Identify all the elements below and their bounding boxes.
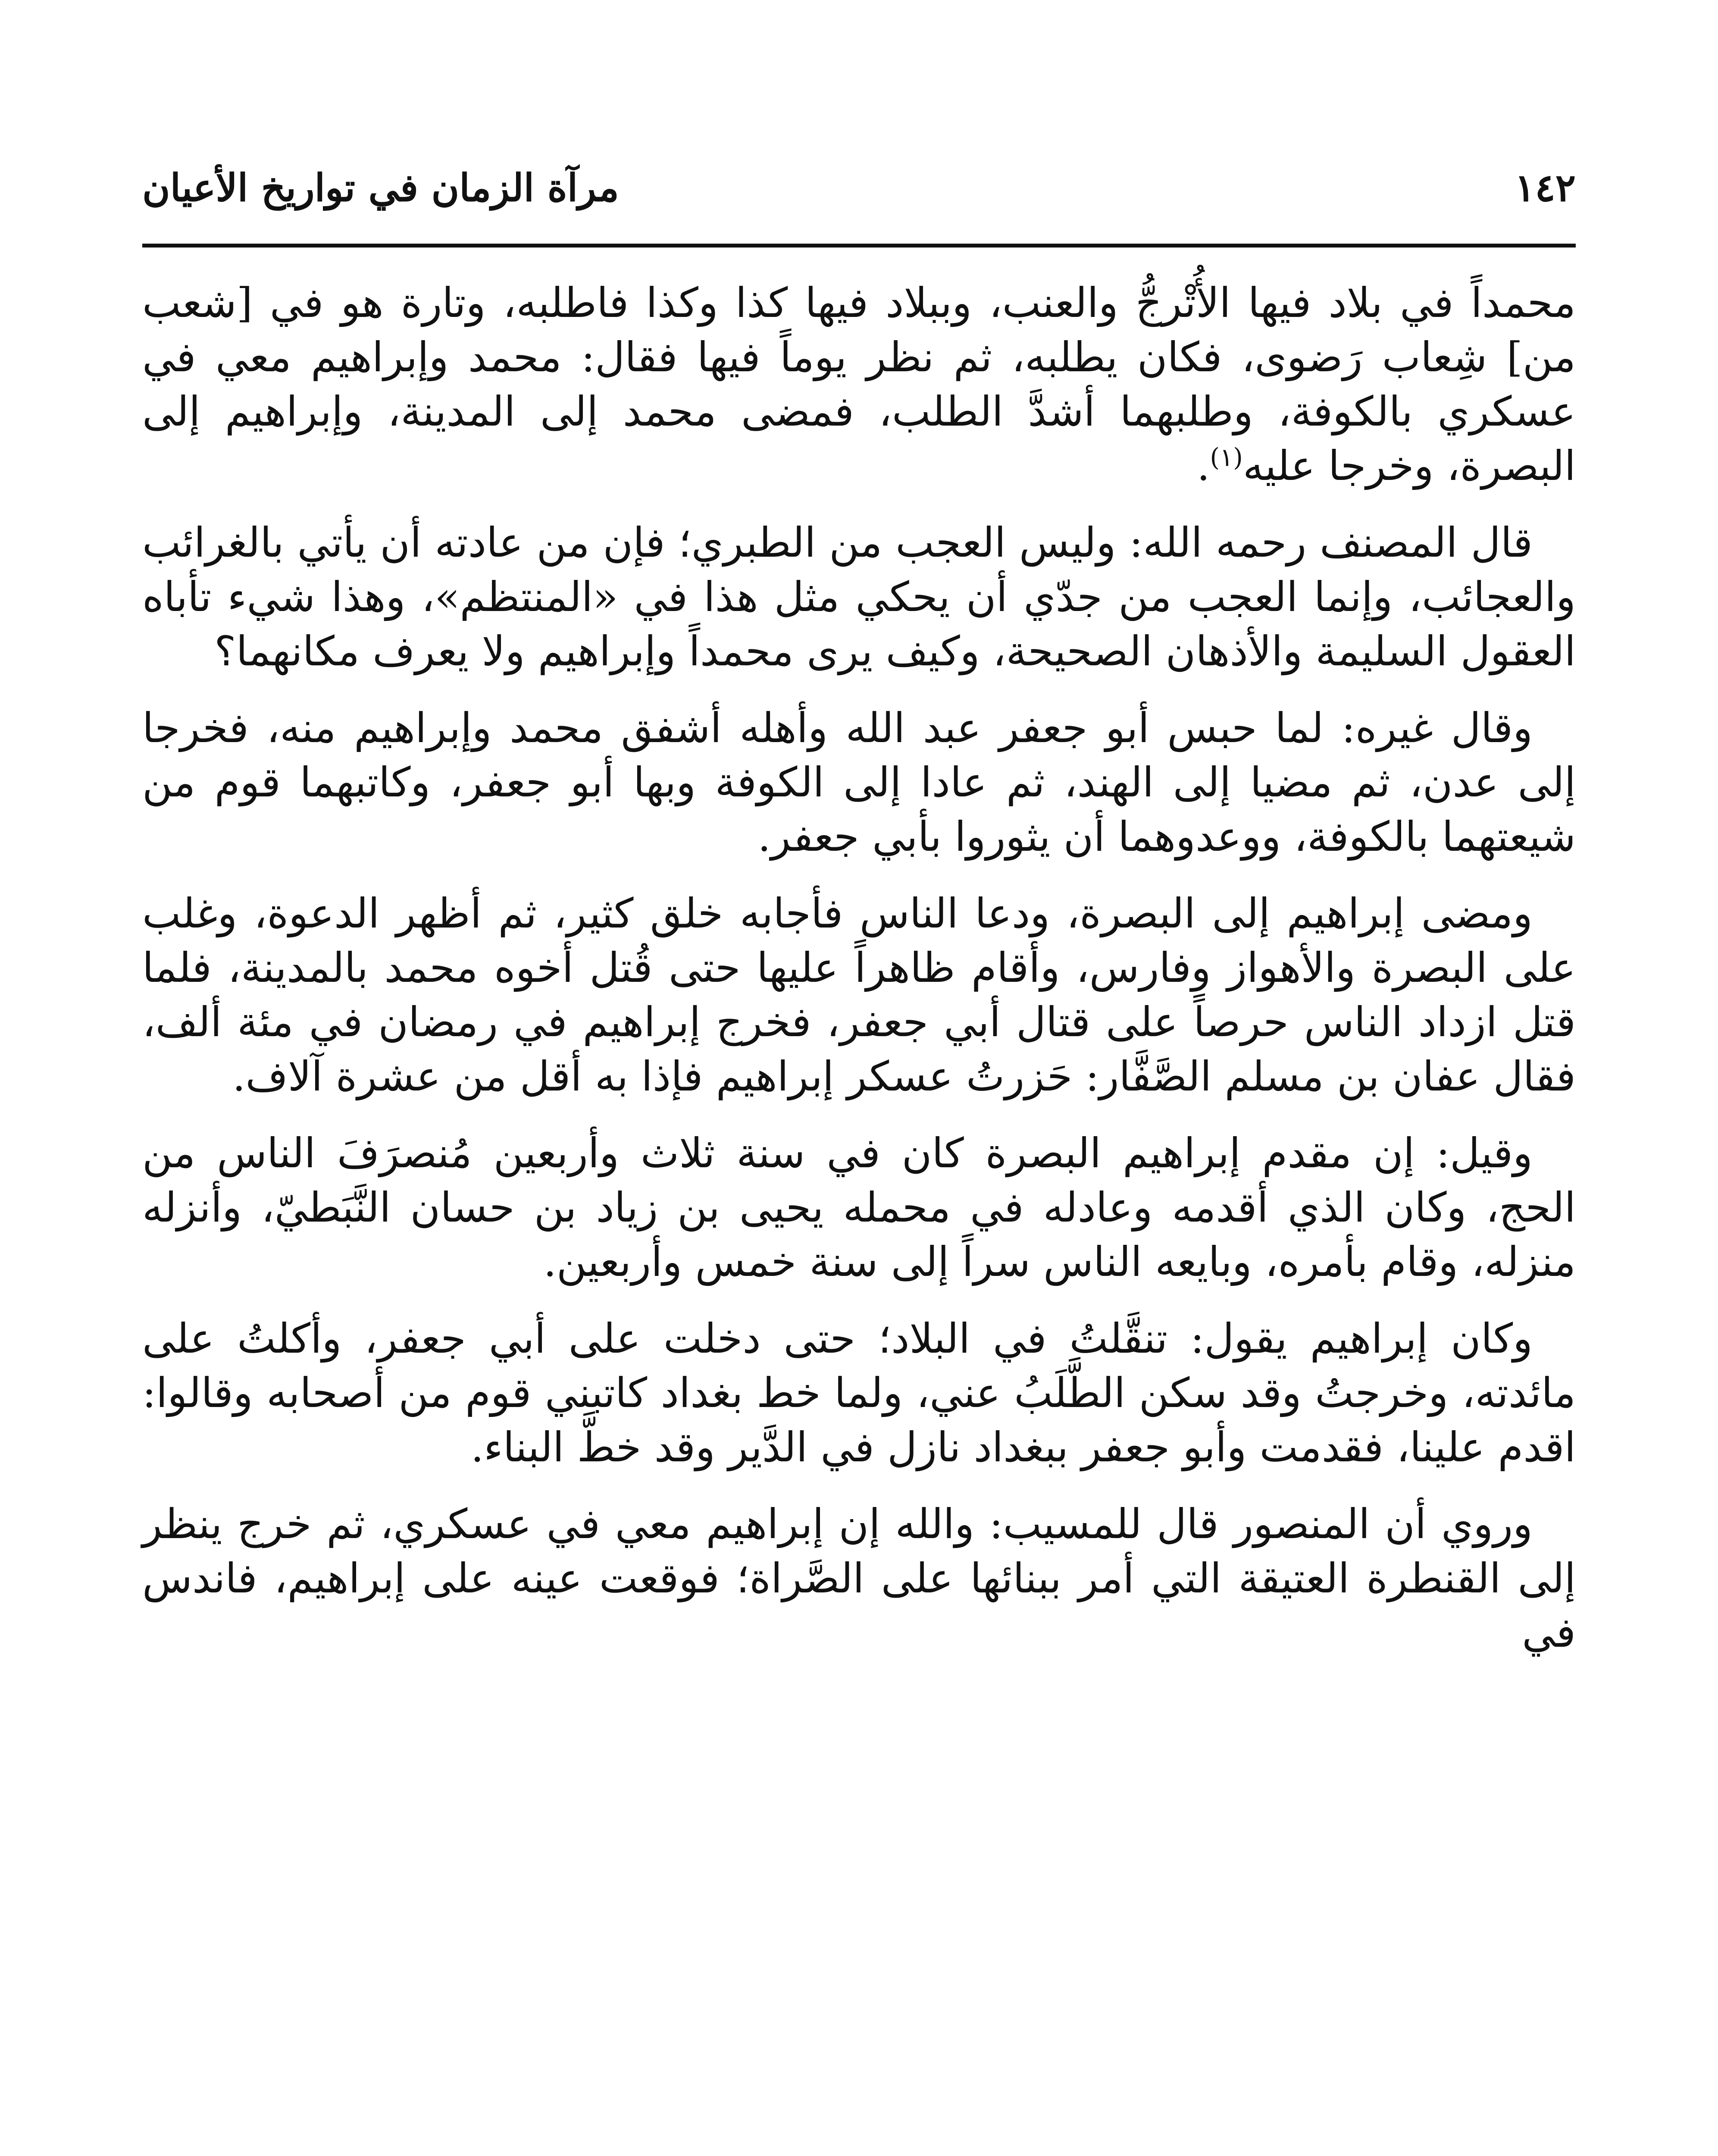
page-header (142, 155, 1576, 220)
paragraph-1-text: محمداً في بلاد فيها الأُتْرجُّ والعنب، وببلاد فيها كذا وكذا فاطلبه، وتارة هو في [شعب من] شِعاب رَضوى، فكان يطلبه، ثم نظر يوماً فيها فقال: محمد وإبراهيم معي في عسكري بالكوفة، وطلبهما أشدَّ الطلب، فمضى محمد إلى المدينة، وإبراهيم إلى البصرة، وخرجا عليه (142, 279, 1576, 490)
paragraph-3: وقال غيره: لما حبس أبو جعفر عبد الله وأهله أشفق محمد وإبراهيم منه، فخرجا إلى عدن، ثم مضيا إلى الهند، ثم عادا إلى الكوفة وبها أبو جعفر، وكاتبهما قوم من شيعتهما بالكوفة، ووعدوهما أن يثوروا بأبي جعفر. (142, 705, 1576, 861)
footnote-reference: (١) (1210, 442, 1243, 472)
paragraph-5: وقيل: إن مقدم إبراهيم البصرة كان في سنة ثلاث وأربعين مُنصرَفَ الناس من الحج، وكان الذي أقدمه وعادله في محمله يحيى بن زياد بن حسان النَّبَطيّ، وأنزله منزله، وقام بأمره، وبايعه الناس سراً إلى سنة خمس وأربعين. (142, 1130, 1576, 1286)
page-number: ١٤٢ (1515, 165, 1576, 210)
paragraph-4: ومضى إبراهيم إلى البصرة، ودعا الناس فأجابه خلق كثير، ثم أظهر الدعوة، وغلب على البصرة والأهواز وفارس، وأقام ظاهراً عليها حتى قُتل أخوه محمد بالمدينة، فلما قتل ازداد الناس حرصاً على قتال أبي جعفر، فخرج إبراهيم في رمضان في مئة ألف، فقال عفان بن مسلم الصَّفَّار: حَزرتُ عسكر إبراهيم فإذا به أقل من عشرة آلاف. (142, 890, 1576, 1100)
main-text (142, 276, 1576, 1683)
running-title: مرآة الزمان في تواريخ الأعيان (142, 165, 619, 210)
paragraph-6: وكان إبراهيم يقول: تنقَّلتُ في البلاد؛ حتى دخلت على أبي جعفر، وأكلتُ على مائدته، وخرجتُ وقد سكن الطَّلَبُ عني، ولما خط بغداد كاتبني قوم من أصحابه وقالوا: اقدم علينا، فقدمت وأبو جعفر ببغداد نازل في الدَّير وقد خطَّ البناء. (142, 1315, 1576, 1471)
header-rule (142, 244, 1576, 248)
paragraph-1-tail: . (1197, 442, 1210, 490)
paragraph-7: وروي أن المنصور قال للمسيب: والله إن إبراهيم معي في عسكري، ثم خرج ينظر إلى القنطرة العتيقة التي أمر ببنائها على الصَّراة؛ فوقعت عينه على إبراهيم، فاندس في (142, 1501, 1576, 1657)
paragraph-2: قال المصنف رحمه الله: وليس العجب من الطبري؛ فإن من عادته أن يأتي بالغرائب والعجائب، وإنما العجب من جدّي أن يحكي مثل هذا في «المنتظم»، وهذا شيء تأباه العقول السليمة والأذهان الصحيحة، وكيف يرى محمداً وإبراهيم ولا يعرف مكانهما؟ (142, 519, 1576, 675)
paragraph-1 (142, 276, 1576, 493)
